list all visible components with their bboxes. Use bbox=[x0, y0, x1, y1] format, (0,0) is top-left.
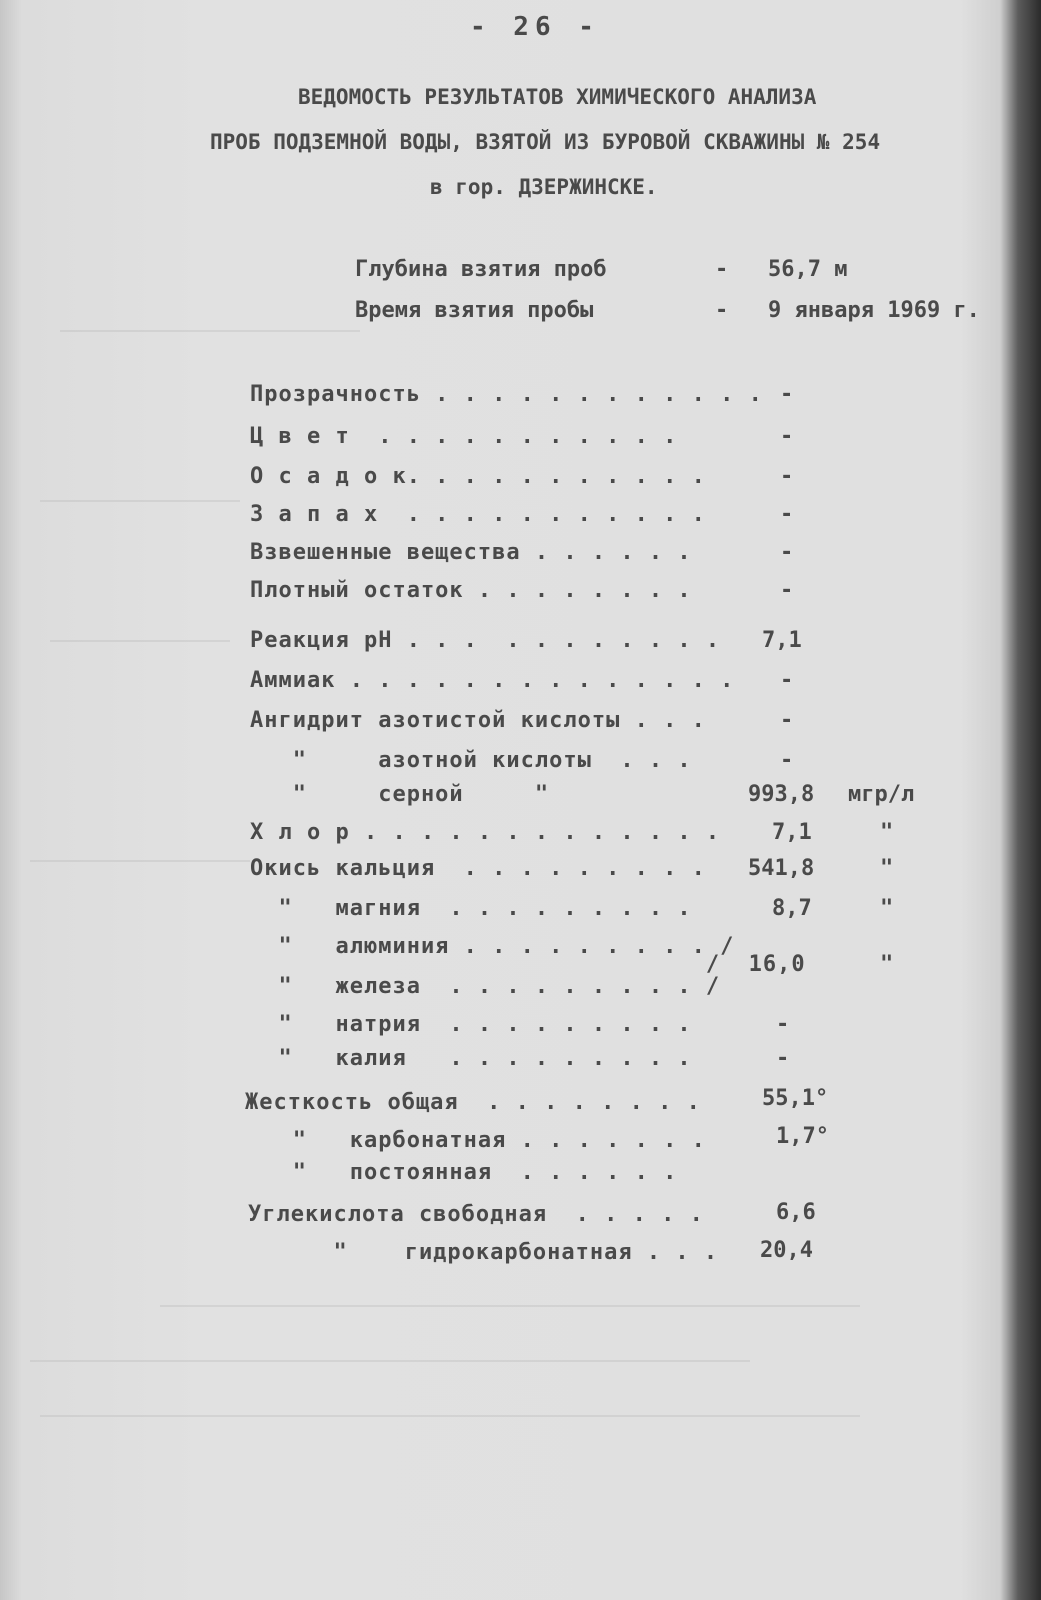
row-label: " калия . . . . . . . . . bbox=[250, 1046, 692, 1071]
row-value: 20,4 bbox=[760, 1238, 813, 1263]
row-label: З а п а х . . . . . . . . . . . bbox=[250, 502, 706, 527]
page-number: - 26 - bbox=[470, 12, 600, 42]
row-label: Прозрачность . . . . . . . . . . . . bbox=[250, 382, 763, 407]
title-line-3: в гор. ДЗЕРЖИНСКЕ. bbox=[430, 175, 658, 199]
time-dash: - bbox=[715, 298, 729, 323]
row-value: 7,1 bbox=[762, 628, 802, 653]
row-label: " гидрокарбонатная . . . bbox=[248, 1240, 719, 1265]
row-value: - bbox=[780, 540, 794, 565]
row-label: Окись кальция . . . . . . . . . bbox=[250, 856, 706, 881]
row-label: " натрия . . . . . . . . . bbox=[250, 1012, 692, 1037]
row-value: - bbox=[780, 424, 794, 449]
title-line-1: ВЕДОМОСТЬ РЕЗУЛЬТАТОВ ХИМИЧЕСКОГО АНАЛИЗА bbox=[298, 85, 817, 109]
row-label: О с а д о к. . . . . . . . . . . bbox=[250, 464, 706, 489]
row-value: 8,7 bbox=[772, 896, 812, 921]
row-label: Реакция рН . . . . . . . . . . . bbox=[250, 628, 721, 653]
row-value: - bbox=[780, 668, 794, 693]
row-value: - bbox=[780, 748, 794, 773]
row-value: 6,6 bbox=[776, 1200, 816, 1225]
row-label: " постоянная . . . . . . bbox=[250, 1160, 678, 1185]
row-label: Плотный остаток . . . . . . . . bbox=[250, 578, 692, 603]
row-label: " серной " bbox=[250, 782, 550, 807]
row-label: " магния . . . . . . . . . bbox=[250, 896, 692, 921]
row-unit: " bbox=[880, 820, 894, 845]
row-unit: " bbox=[880, 856, 894, 881]
row-value: 993,8 bbox=[748, 782, 815, 807]
row-value: - bbox=[780, 578, 794, 603]
row-label: " азотной кислоты . . . bbox=[250, 748, 692, 773]
row-label: " карбонатная . . . . . . . bbox=[250, 1128, 706, 1153]
depth-value: 56,7 м bbox=[768, 257, 848, 282]
row-value: 1,7° bbox=[776, 1124, 829, 1149]
time-value: 9 января 1969 г. bbox=[768, 298, 980, 323]
title-line-2: ПРОБ ПОДЗЕМНОЙ ВОДЫ, ВЗЯТОЙ ИЗ БУРОВОЙ СКВАЖИНЫ № 254 bbox=[210, 130, 881, 154]
row-label: " алюминия . . . . . . . . . / bbox=[250, 934, 735, 959]
row-label: Взвешенные вещества . . . . . . bbox=[250, 540, 692, 565]
row-value: - bbox=[776, 1046, 790, 1071]
row-value: 55,1° bbox=[762, 1086, 829, 1111]
row-unit: " bbox=[880, 896, 894, 921]
row-label: / 16,0 bbox=[250, 952, 806, 977]
time-label: Время взятия пробы bbox=[355, 298, 594, 323]
row-label: Жесткость общая . . . . . . . . bbox=[245, 1090, 701, 1115]
row-value: 7,1 bbox=[772, 820, 812, 845]
row-label: Углекислота свободная . . . . . bbox=[248, 1202, 704, 1227]
depth-label: Глубина взятия проб bbox=[355, 257, 607, 282]
row-value: - bbox=[780, 708, 794, 733]
row-label: Аммиак . . . . . . . . . . . . . . bbox=[250, 668, 735, 693]
row-value: - bbox=[780, 502, 794, 527]
row-value: - bbox=[780, 382, 794, 407]
row-value: - bbox=[776, 1012, 790, 1037]
row-label: Х л о р . . . . . . . . . . . . . bbox=[250, 820, 721, 845]
depth-dash: - bbox=[715, 257, 729, 282]
row-label: Ангидрит азотистой кислоты . . . bbox=[250, 708, 706, 733]
row-value: 541,8 bbox=[748, 856, 815, 881]
row-value: - bbox=[780, 464, 794, 489]
row-unit: " bbox=[880, 952, 894, 977]
row-unit: мгр/л bbox=[848, 782, 915, 807]
row-label: " железа . . . . . . . . . / bbox=[250, 974, 721, 999]
row-label: Ц в е т . . . . . . . . . . . bbox=[250, 424, 678, 449]
